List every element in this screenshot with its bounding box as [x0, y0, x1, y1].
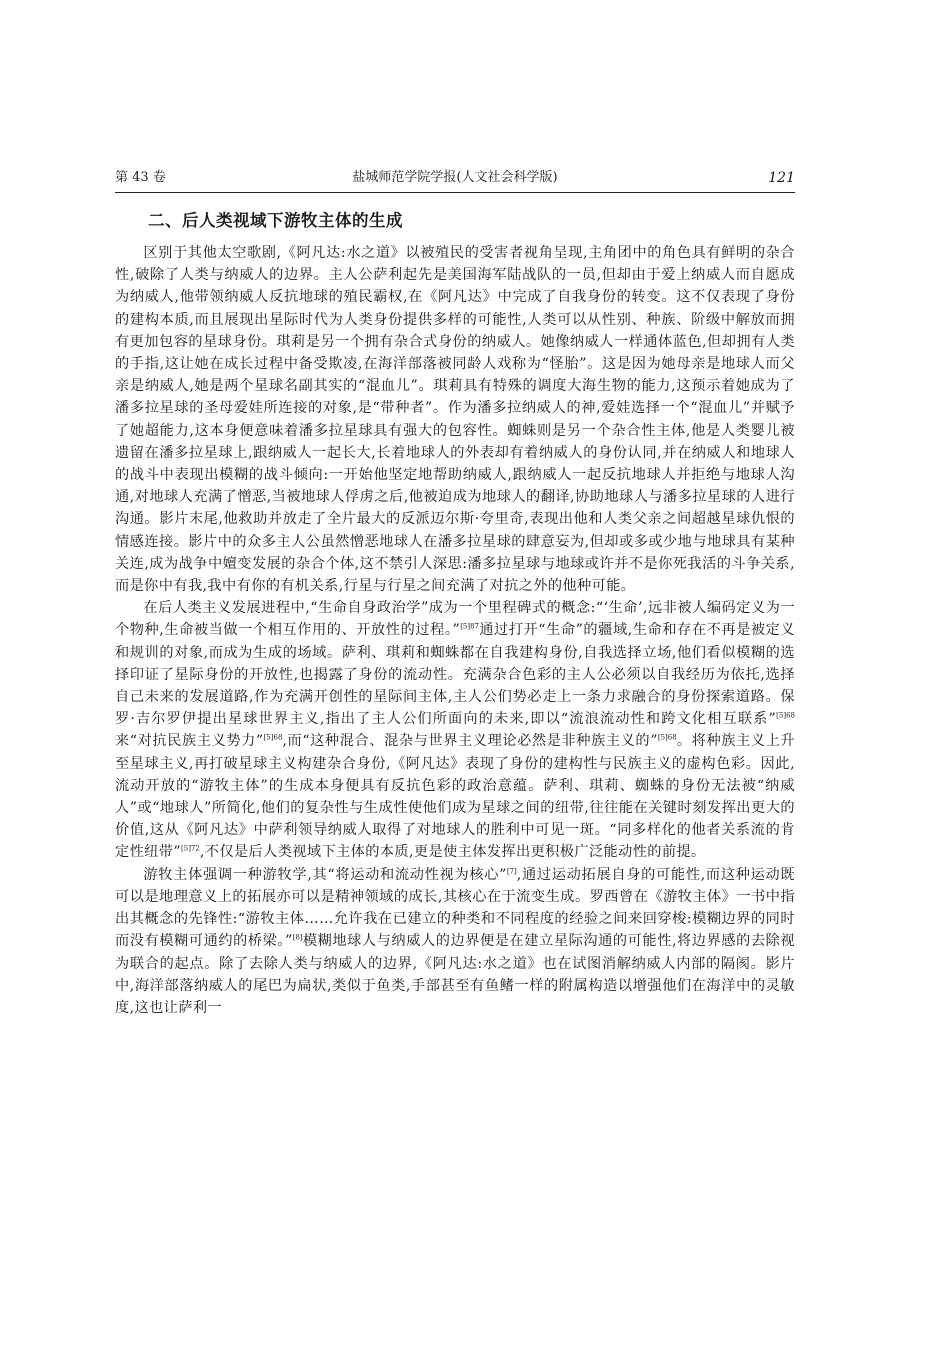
- citation-marker: [5]72: [181, 844, 200, 853]
- body-text: [115, 240, 795, 1019]
- paragraph: [115, 864, 795, 1019]
- paragraph-text: ,而“这种混合、混杂与世界主义理论必然是非种族主义的”: [282, 733, 658, 750]
- paragraph-text: 。将种族主义上升至星球主义,再打破星球主义构建杂合身份,《阿凡达》表现了身份的建构性与民族主义的虚构色彩。因此,流动开放的“游牧主体”的生成本身便具有反抗色彩的政治意蕴。萨利、琪莉、蜘蛛的身份无法被“纳威人”或“地球人”所简化,他们的复杂性与生成性使他们成为星球之间的纽带,往往能在关键时刻发挥出更大的价值,这从《阿凡达》中萨利领导纳威人取得了对地球人的胜利中可见一斑。“同多样化的他者关系流的肯定性纽带”: [115, 733, 795, 861]
- paragraph-text: 模糊地球人与纳威人的边界便是在建立星际沟通的可能性,将边界感的去除视为联合的起点。除了去除人类与纳威人的边界,《阿凡达:水之道》也在试图消解纳威人内部的隔阂。影片中,海洋部落纳威人的尾巴为扁状,类似于鱼类,手部甚至有鱼鳍一样的附属构造以增强他们在海洋中的灵敏度,这也让萨利一: [115, 933, 795, 1016]
- paragraph-text: 游牧主体强调一种游牧学,其“将运动和流动性视为核心”: [143, 866, 507, 883]
- citation-marker: [5]68: [263, 733, 283, 742]
- section-heading: 二、后人类视域下游牧主体的生成: [148, 211, 403, 230]
- citation-marker: [5]68: [657, 733, 677, 742]
- paragraph-text: ,不仅是后人类视域下主体的本质,更是使主体发挥出更积极广泛能动性的前提。: [199, 844, 706, 861]
- paragraph: [115, 242, 795, 597]
- citation-marker: [7]: [506, 866, 517, 875]
- volume-label: 第 43 卷: [115, 170, 166, 185]
- citation-marker: [5]68: [776, 711, 795, 720]
- page-number: 121: [768, 170, 795, 186]
- paragraph-text: ,通过运动拓展自身的可能性,而这种运动既可以是地理意义上的拓展亦可以是精神领域的成长,其核心在于流变生成。罗西曾在《游牧主体》一书中指出其概念的先锋性:“游牧主体……允许我在已建立的种类和不同程度的经验之间来回穿梭:模糊边界的同时而没有模糊可通约的桥梁。”: [115, 866, 795, 950]
- header-divider: [115, 192, 795, 193]
- paragraph: [115, 597, 795, 863]
- running-header: [115, 168, 795, 188]
- citation-marker: [5]87: [460, 622, 480, 631]
- paragraph-text: 在后人类主义发展进程中,“生命自身政治学”成为一个里程碑式的概念:“‘生命’,远非被人编码定义为一个物种,生命被当做一个相互作用的、开放性的过程。”: [115, 600, 795, 639]
- paragraph-text: 通过打开“生命”的疆域,生命和存在不再是被定义和规训的对象,而成为生成的场域。萨利、琪莉和蜘蛛都在自我建构身份,自我选择立场,他们看似模糊的选择印证了星际身份的开放性,也揭露了身份的流动性。充满杂合色彩的主人公必须以自我经历为依托,选择自己未来的发展道路,作为充满开创性的星际间主体,主人公们势必走上一条力求融合的身份探索道路。保罗·吉尔罗伊提出星球世界主义,指出了主人公们所面向的未来,即以“流浪流动性和跨文化相互联系”: [115, 622, 796, 728]
- citation-marker: [8]: [292, 933, 303, 942]
- journal-title: 盐城师范学院学报(人文社会科学版): [352, 170, 558, 185]
- paragraph-text: 来“对抗民族主义势力”: [115, 733, 264, 750]
- paragraph-text: 区别于其他太空歌剧,《阿凡达:水之道》以被殖民的受害者视角呈现,主角团中的角色具有鲜明的杂合性,破除了人类与纳威人的边界。主人公萨利起先是美国海军陆战队的一员,但却由于爱上纳威人而自愿成为纳威人,他带领纳威人反抗地球的殖民霸权,在《阿凡达》中完成了自我身份的转变。这不仅表现了身份的建构本质,而且展现出星际时代为人类身份提供多样的可能性,人类可以从性别、种族、阶级中解放而拥有更加包容的星球身份。琪莉是另一个拥有杂合式身份的纳威人。她像纳威人一样通体蓝色,但却拥有人类的手指,这让她在成长过程中备受欺凌,在海洋部落被同龄人戏称为“怪胎”。这是因为她母亲是地球人而父亲是纳威人,她是两个星球名副其实的“混血儿”。琪莉具有特殊的调度大海生物的能力,这预示着她成为了潘多拉星球的圣母爱娃所连接的对象,是“带种者”。作为潘多拉纳威人的神,爱娃选择一个“混血儿”并赋予了她超能力,这本身便意味着潘多拉星球具有强大的包容性。蜘蛛则是另一个杂合性主体,他是人类婴儿被遗留在潘多拉星球上,跟纳威人一起长大,长着地球人的外表却有着纳威人的身份认同,并在纳威人和地球人的战斗中表现出模糊的战斗倾向:一开始他坚定地帮助纳威人,跟纳威人一起反抗地球人并拒绝与地球人沟通,对地球人充满了憎恶,当被地球人俘虏之后,他被迫成为地球人的翻译,协助地球人与潘多拉星球的人进行沟通。影片末尾,他救助并放走了全片最大的反派迈尔斯·夸里奇,表现出他和人类父亲之间超越星球仇恨的情感连接。影片中的众多主人公虽然憎恶地球人在潘多拉星球的肆意妄为,但却或多或少地与地球具有某种关连,成为战争中嬗变发展的杂合个体,这不禁引人深思:潘多拉星球与地球或许并不是你死我活的斗争关系,而是你中有我,我中有你的有机关系,行星与行星之间充满了对抗之外的他种可能。: [115, 245, 795, 595]
